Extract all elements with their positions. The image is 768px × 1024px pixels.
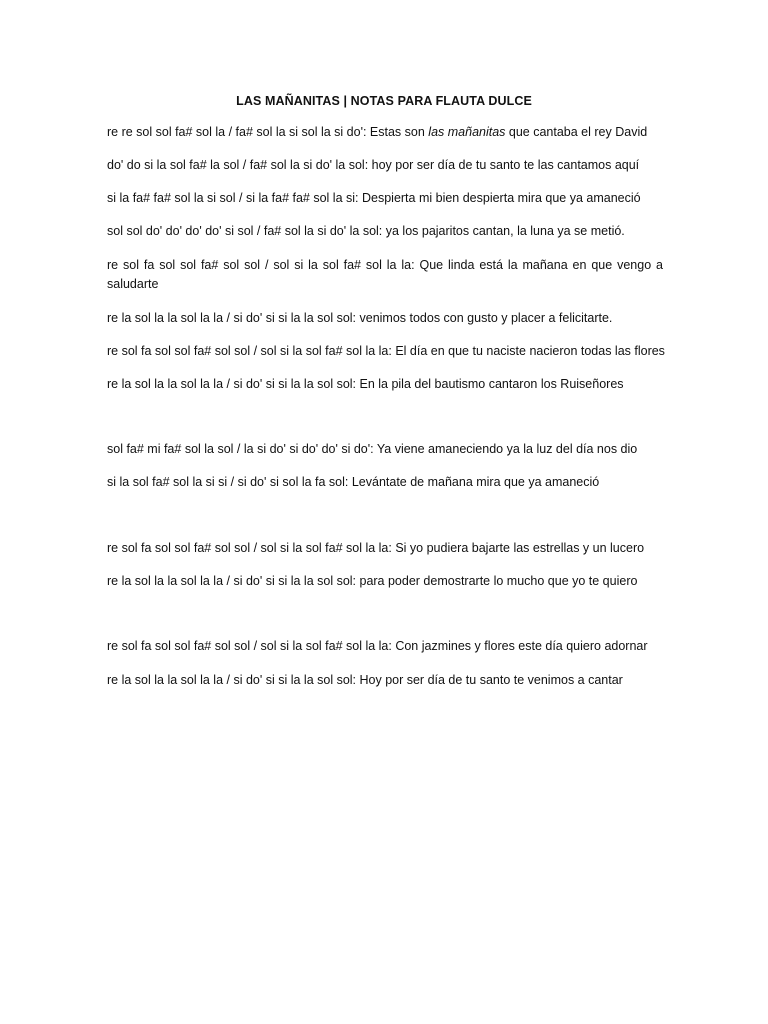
verse-line-10: si la sol fa# sol la si si / si do' si sol la fa sol: Levántate de mañana mira que ya amaneció [107, 475, 600, 489]
verse-line-14: re la sol la la sol la la / si do' si si la la sol sol: Hoy por ser día de tu santo te venimos a cantar [107, 673, 623, 687]
verse-line-5: re sol fa sol sol fa# sol sol / sol si la sol fa# sol la la: Que linda está la mañana en que vengo a saludarte [107, 258, 663, 291]
verse-line-9: sol fa# mi fa# sol la sol / la si do' si do' do' si do': Ya viene amaneciendo ya la luz del día nos dio [107, 442, 638, 456]
verse-line-2: do' do si la sol fa# la sol / fa# sol la si do' la sol: hoy por ser día de tu santo te las cantamos aquí [107, 158, 640, 172]
verse-line-3: si la fa# fa# sol la si sol / si la fa# fa# sol la si: Despierta mi bien despierta mira que ya amaneció [107, 191, 641, 205]
verse-line-1-end: que cantaba el rey David [505, 125, 648, 139]
verse-line-8: re la sol la la sol la la / si do' si si la la sol sol: En la pila del bautismo cantaron los Ruiseñores [107, 377, 624, 391]
verse-line-6: re la sol la la sol la la / si do' si si la la sol sol: venimos todos con gusto y placer a felicitarte. [107, 311, 613, 325]
verse-line-1-start: re re sol sol fa# sol la / fa# sol la si sol la si do': Estas son [107, 125, 429, 139]
document-title: LAS MAÑANITAS | NOTAS PARA FLAUTA DULCE [236, 94, 532, 108]
verse-line-1 [107, 123, 663, 142]
verse-line-7: re sol fa sol sol fa# sol sol / sol si la sol fa# sol la la: El día en que tu naciste nacieron todas las flores [107, 344, 665, 358]
verse-line-4: sol sol do' do' do' do' si sol / fa# sol la si do' la sol: ya los pajaritos cantan, la luna ya se metió. [107, 224, 625, 238]
verse-line-1-italic: las mañanitas [428, 125, 506, 139]
verse-line-12: re la sol la la sol la la / si do' si si la la sol sol: para poder demostrarte lo mucho que yo te quiero [107, 574, 638, 588]
verse-line-11: re sol fa sol sol fa# sol sol / sol si la sol fa# sol la la: Si yo pudiera bajarte las estrellas y un lucero [107, 541, 645, 555]
verse-line-13: re sol fa sol sol fa# sol sol / sol si la sol fa# sol la la: Con jazmines y flores este día quiero adornar [107, 639, 648, 653]
